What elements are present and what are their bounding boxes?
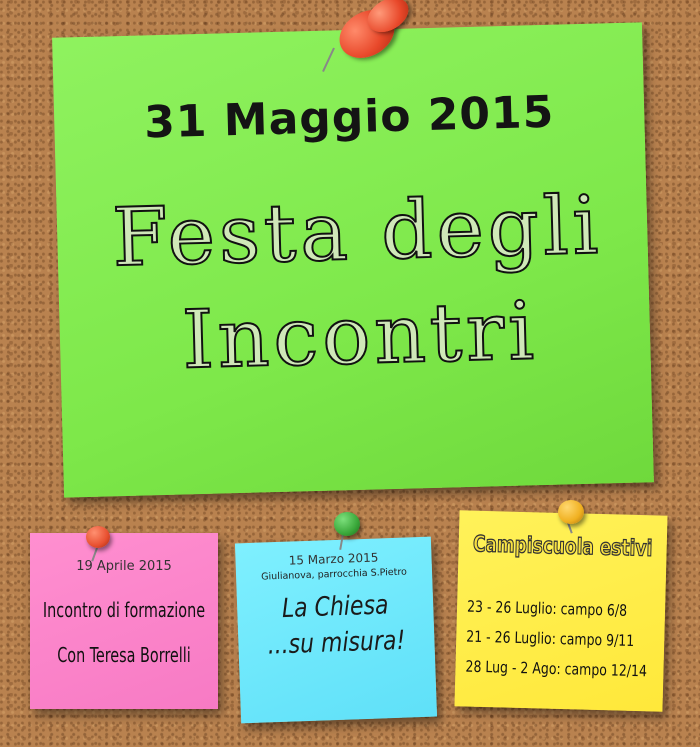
yellow-note-item: 21 - 26 Luglio: campo 9/11 [466, 626, 635, 650]
event-date: 31 Maggio 2015 [143, 86, 555, 149]
pink-sticky-note [30, 533, 218, 709]
pink-note-text [36, 588, 212, 678]
main-sticky-note [52, 22, 654, 497]
yellow-sticky-note [454, 510, 667, 711]
pink-note-date: 19 Aprile 2015 [76, 559, 172, 574]
blue-note-line2: ...su misura! [267, 625, 406, 661]
pink-note-line1: Incontro di formazione [42, 598, 206, 622]
blue-note-line1: La Chiesa [281, 590, 390, 625]
event-title-line2: Incontri [181, 284, 539, 387]
event-title-line1: Festa degli [111, 178, 604, 285]
pink-note-line2: Con Teresa Borrelli [57, 643, 191, 667]
event-title [86, 173, 631, 395]
yellow-note-item: 28 Lug - 2 Ago: campo 12/14 [465, 656, 648, 681]
blue-sticky-note [235, 537, 437, 724]
yellow-note-item: 23 - 26 Luglio: campo 6/8 [466, 596, 628, 620]
yellow-note-title: Campiscuola estivi [472, 531, 653, 563]
blue-note-place: Giulianova, parrocchia S.Pietro [261, 566, 408, 583]
blue-note-text [243, 587, 429, 665]
blue-note-date: 15 Marzo 2015 [288, 550, 379, 568]
